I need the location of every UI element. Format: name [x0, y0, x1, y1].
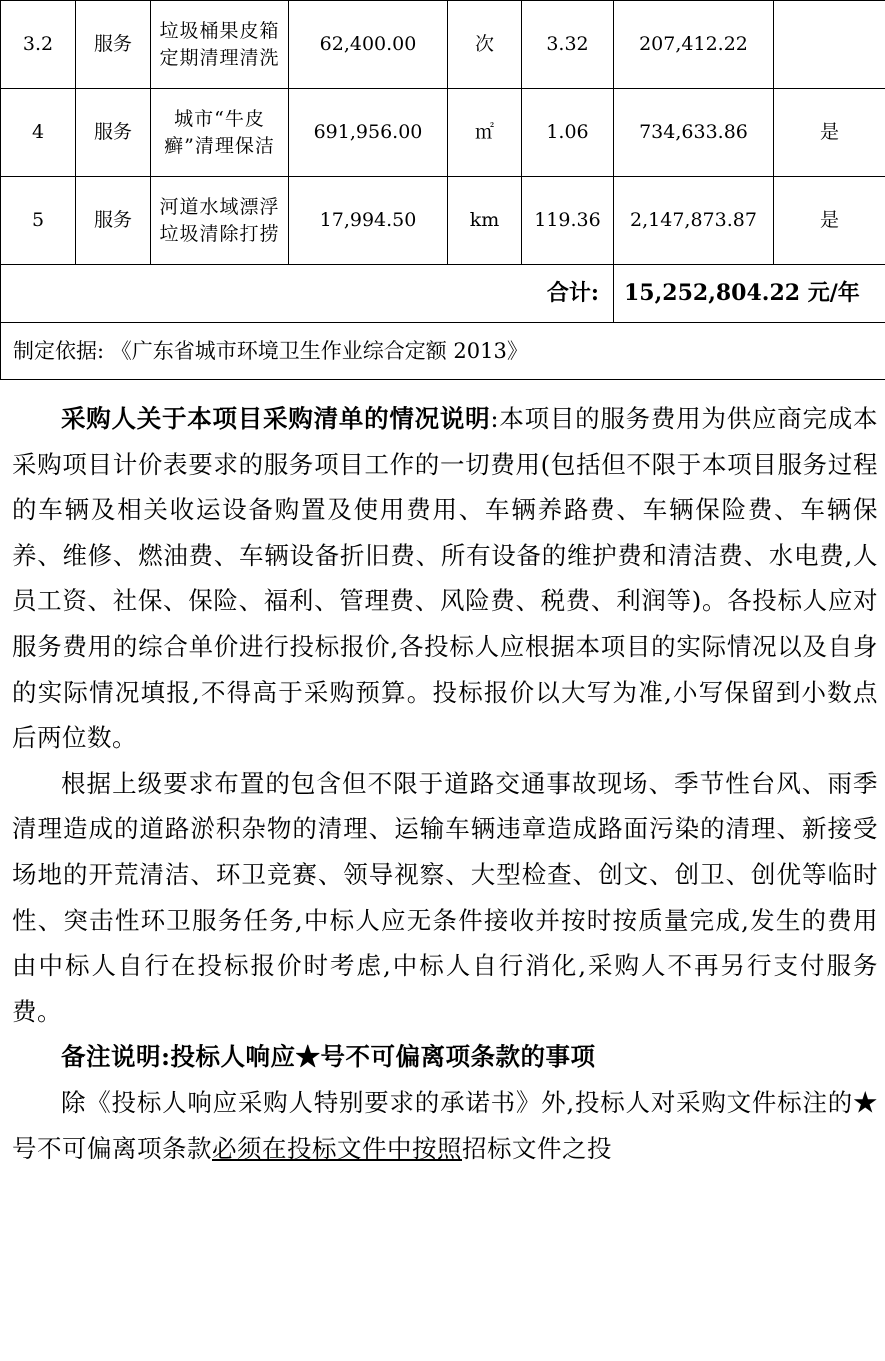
- purchase-note-title: 采购人关于本项目采购清单的情况说明: [61, 404, 491, 433]
- star-clause-tail: 招标文件之投: [462, 1133, 612, 1163]
- total-label: 合计:: [1, 265, 614, 323]
- total-row: [1, 265, 885, 323]
- item-qty: 691,956.00: [289, 89, 448, 177]
- table-row: [1, 1, 885, 89]
- item-amount: 207,412.22: [614, 1, 774, 89]
- item-flag: 是: [774, 89, 885, 177]
- table-row: [1, 89, 885, 177]
- item-no: 5: [1, 177, 76, 265]
- item-no: 4: [1, 89, 76, 177]
- item-unit: 次: [448, 1, 522, 89]
- item-unit: ㎡: [448, 89, 522, 177]
- table-row: [1, 177, 885, 265]
- item-no: 3.2: [1, 1, 76, 89]
- remark-heading: 备注说明:投标人响应★号不可偏离项条款的事项: [61, 1042, 596, 1072]
- item-price: 3.32: [522, 1, 614, 89]
- item-qty: 62,400.00: [289, 1, 448, 89]
- item-unit: km: [448, 177, 522, 265]
- item-amount: 734,633.86: [614, 89, 774, 177]
- item-name: 河道水域漂浮垃圾清除打捞: [151, 177, 289, 265]
- paragraph-temporary-tasks: 根据上级要求布置的包含但不限于道路交通事故现场、季节性台风、雨季清理造成的道路淤积杂物的清理、运输车辆违章造成路面污染的清理、新接受场地的开荒清洁、环卫竞赛、领导视察、大型检查、创文、创卫、创优等临时性、突击性环卫服务任务,中标人应无条件接收并按时按质量完成,发生的费用由中标人自行在投标报价时考虑,中标人自行消化,采购人不再另行支付服务费。: [12, 768, 878, 1026]
- item-name: 城市“牛皮癣”清理保洁: [151, 89, 289, 177]
- item-flag: 是: [774, 177, 885, 265]
- item-name: 垃圾桶果皮箱定期清理清洗: [151, 1, 289, 89]
- basis-text: 制定依据: 《广东省城市环境卫生作业综合定额 2013》: [1, 323, 885, 380]
- paragraph-purchase-note: [12, 396, 878, 761]
- star-clause-underlined: 必须在投标文件中按照: [212, 1133, 462, 1163]
- item-type: 服务: [76, 1, 151, 89]
- item-qty: 17,994.50: [289, 177, 448, 265]
- item-type: 服务: [76, 89, 151, 177]
- item-amount: 2,147,873.87: [614, 177, 774, 265]
- item-price: 1.06: [522, 89, 614, 177]
- pricing-table: [0, 0, 885, 380]
- basis-row: [1, 323, 885, 380]
- purchase-note-body: :本项目的服务费用为供应商完成本采购项目计价表要求的服务项目工作的一切费用(包括但不限于本项目服务过程的车辆及相关收运设备购置及使用费用、车辆养路费、车辆保险费、车辆保养、维修、燃油费、车辆设备折旧费、所有设备的维护费和清洁费、水电费,人员工资、社保、保险、福利、管理费、风险费、税费、利润等)。各投标人应对服务费用的综合单价进行投标报价,各投标人应根据本项目的实际情况以及自身的实际情况填报,不得高于采购预算。投标报价以大写为准,小写保留到小数点后两位数。: [12, 404, 878, 753]
- item-price: 119.36: [522, 177, 614, 265]
- star-clause-text: 除《投标人响应采购人特别要求的承诺书》外,投标人对采购文件标注的★号不可偏离项条款: [12, 1087, 878, 1163]
- item-flag: [774, 1, 885, 89]
- total-value: 15,252,804.22 元/年: [614, 265, 885, 323]
- item-type: 服务: [76, 177, 151, 265]
- paragraph-star-clause: [12, 1080, 878, 1171]
- body-text: [12, 396, 878, 1171]
